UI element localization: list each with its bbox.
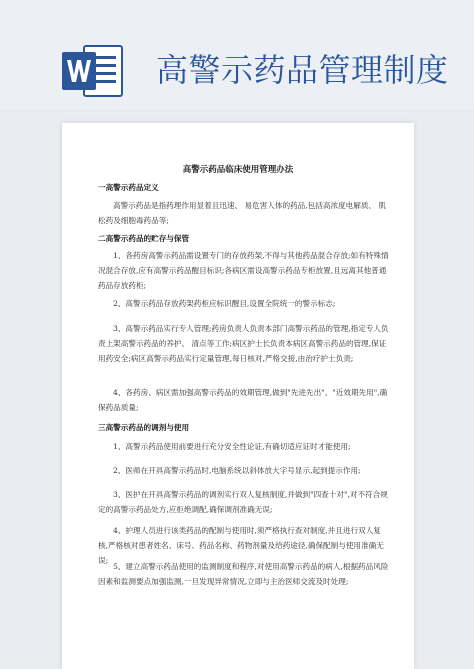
section-2-paragraph-2: 2、高警示药品存放药架药柜应标识醒目,设置全院统一的警示标志; (113, 299, 336, 308)
section-2-paragraph-1: 1、各药房高警示药品需设置专门的存放药架,不得与其他药品混合存放;如有特殊情况混合存放,应有高警示药品醒目标识;各病区需设高警示药品专柜放置,且远离其他普通药品存放药柜; (98, 251, 389, 290)
word-document-icon (62, 44, 124, 98)
section-3-heading: 三高警示药品的调剂与使用 (98, 423, 190, 432)
section-3-paragraph-5: 5、建立高警示药品使用的监测制度和程序,对使用高警示药品的病人,根据药品风险因素和监测要点加强监测,一旦发现异常情况,立即与主治医师交流及时处理; (98, 562, 389, 586)
section-2-heading: 二高警示药品的贮存与保管 (98, 234, 190, 243)
banner-title: 高警示药品管理制度 (156, 51, 449, 89)
cover-banner (0, 0, 474, 110)
section-3-paragraph-4: 4、护理人员进行该类药品的配制与使用时,须严格执行查对制度,并且进行双人复核,严格核对患者姓名、床号、药品名称、药物剂量及给药途径,确保配制与使用准确无误; (98, 526, 384, 565)
section-3-paragraph-3: 3、医护在开具高警示药品的调剂实行双人复核制度,并做到"四查十对",对不符合规定的高警示药品处方,应拒绝调配,确保调剂准确无误; (98, 490, 388, 514)
section-2-paragraph-3: 3、高警示药品实行专人管理;药房负责人负责本部门高警示药品的管理,指定专人负责上架高警示药品的养护、 清点等工作;病区护士长负责本病区高警示药品的管理,保证用药安全;病区高警示药品实行定量管理,每日核对,严格交接,由治疗护士负责; (98, 324, 389, 363)
section-2-paragraph-4: 4、各药房、病区需加强高警示药品的效期管理,做到"先进先出"、"近效期先用",确保药品质量; (98, 388, 388, 412)
document-page (62, 123, 414, 669)
section-3-paragraph-2: 2、医师在开具高警示药品时,电脑系统以斜体放大字号显示,起到提示作用; (113, 466, 361, 475)
section-1-paragraph-1: 高警示药品是指药理作用显着且迅速、 易危害人体的药品,包括高浓度电解质、 肌松药及细胞毒药品等; (98, 201, 387, 225)
document-title: 高警示药品临床使用管理办法 (182, 165, 294, 175)
section-1-heading: 一高警示药品定义 (98, 183, 159, 192)
section-3-paragraph-1: 1、高警示药品使用前要进行充分安全性论证,有确切适应证时才能使用; (113, 442, 351, 451)
